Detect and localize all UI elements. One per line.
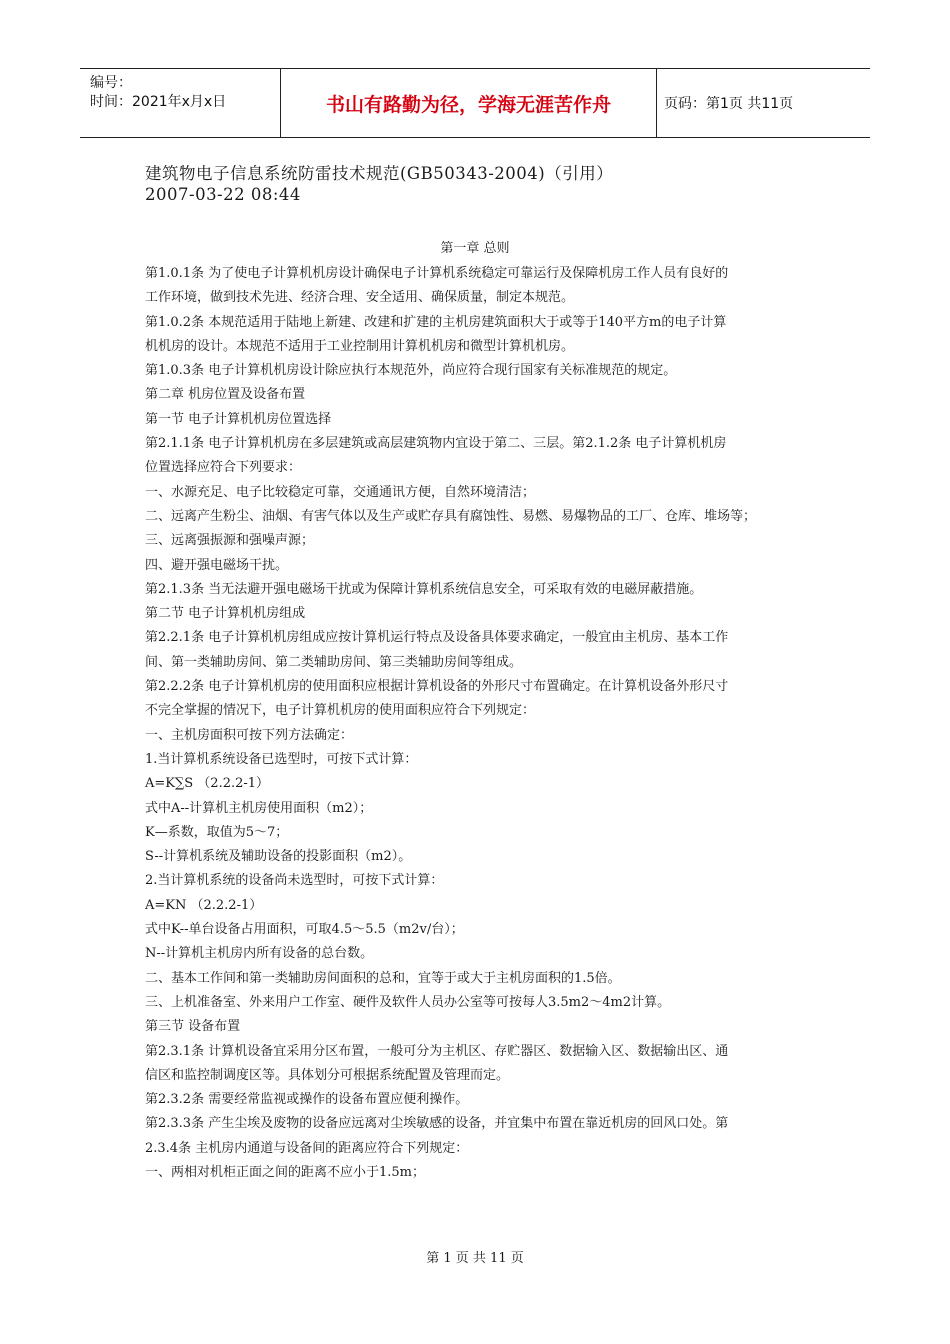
text-line: 工作环境，做到技术先进、经济合理、安全适用、确保质量，制定本规范。 <box>145 290 575 306</box>
text-line: 第2.2.1条 电子计算机机房组成应按计算机运行特点及设备具体要求确定，一般宜由主机房、基本工作 <box>145 630 729 646</box>
text-line: 第二节 电子计算机机房组成 <box>145 606 306 622</box>
text-line: 二、远离产生粉尘、油烟、有害气体以及生产或贮存具有腐蚀性、易燃、易爆物品的工厂、仓库、堆场等； <box>145 508 757 524</box>
text-line: A=KN （2.2.2-1） <box>145 897 263 913</box>
text-line: 2.3.4条 主机房内通道与设备间的距离应符合下列规定： <box>145 1140 469 1156</box>
text-line: 第二章 机房位置及设备布置 <box>145 387 306 403</box>
number-label: 编号： <box>90 75 132 91</box>
text-line: 式中A--计算机主机房使用面积（m2）； <box>145 800 373 816</box>
text-line: 位置选择应符合下列要求： <box>145 460 302 476</box>
header-meta <box>80 69 280 137</box>
document-title: 建筑物电子信息系统防雷技术规范(GB50343-2004)（引用） <box>145 164 614 183</box>
header-motto: 书山有路勤为径，学海无涯苦作舟 <box>325 93 611 116</box>
text-line: N--计算机主机房内所有设备的总台数。 <box>145 946 374 962</box>
document-body <box>145 262 825 1185</box>
text-line: 第1.0.2条 本规范适用于陆地上新建、改建和扩建的主机房建筑面积大于或等于140平方m的电子计算 <box>145 314 727 330</box>
text-line: 三、远离强振源和强噪声源； <box>145 533 315 549</box>
text-line: K—系数，取值为5～7； <box>145 824 289 840</box>
text-line: A=K∑S （2.2.2-1） <box>145 776 270 792</box>
text-line: 第2.3.3条 产生尘埃及废物的设备应远离对尘埃敏感的设备，并宜集中布置在靠近机房的回风口处。第 <box>145 1116 729 1132</box>
text-line: 2.当计算机系统的设备尚未选型时，可按下式计算： <box>145 873 444 889</box>
text-line: 第1.0.1条 为了使电子计算机机房设计确保电子计算机系统稳定可靠运行及保障机房工作人员有良好的 <box>145 266 729 281</box>
header-page-code: 页码：第1页 共11页 <box>664 96 794 112</box>
text-line: 一、主机房面积可按下列方法确定： <box>145 727 354 743</box>
text-line: 1.当计算机系统设备已选型时，可按下式计算： <box>145 751 418 767</box>
header-divider-right <box>656 69 657 137</box>
document-date: 2007-03-22 08:44 <box>145 185 301 204</box>
page-footer: 第 1 页 共 11 页 <box>426 1251 524 1266</box>
text-line: 式中K--单台设备占用面积，可取4.5～5.5（m2v/台）； <box>145 922 464 938</box>
text-line: 第一节 电子计算机机房位置选择 <box>145 411 332 427</box>
text-line: 第1.0.3条 电子计算机机房设计除应执行本规范外，尚应符合现行国家有关标准规范的规定。 <box>145 363 677 379</box>
text-line: 间、第一类辅助房间、第二类辅助房间、第三类辅助房间等组成。 <box>145 654 523 670</box>
text-line: S--计算机系统及辅助设备的投影面积（m2）。 <box>145 849 412 865</box>
text-line: 一、两相对机柜正面之间的距离不应小于1.5m； <box>145 1164 426 1180</box>
text-line: 四、避开强电磁场干扰。 <box>145 557 289 573</box>
text-line: 信区和监控制调度区等。具体划分可根据系统配置及管理而定。 <box>145 1067 510 1083</box>
text-line: 第2.3.1条 计算机设备宜采用分区布置，一般可分为主机区、存贮器区、数据输入区、数据输出区、通 <box>145 1043 729 1059</box>
chapter-title: 第一章 总则 <box>440 241 510 256</box>
text-line: 第2.2.2条 电子计算机机房的使用面积应根据计算机设备的外形尺寸布置确定。在计算机设备外形尺寸 <box>145 679 729 695</box>
text-line: 机机房的设计。本规范不适用于工业控制用计算机机房和微型计算机机房。 <box>145 338 575 354</box>
time-label: 时间：2021年x月x日 <box>90 94 227 110</box>
text-line: 第三节 设备布置 <box>145 1019 241 1035</box>
text-line: 第2.3.2条 需要经常监视或操作的设备布置应便利操作。 <box>145 1092 469 1108</box>
page-header <box>80 68 870 138</box>
text-line: 第2.1.1条 电子计算机机房在多层建筑或高层建筑物内宜设于第二、三层。第2.1.2条 电子计算机机房 <box>145 436 727 452</box>
text-line: 一、水源充足、电子比较稳定可靠，交通通讯方便，自然环境清洁； <box>145 484 536 500</box>
text-line: 不完全掌握的情况下，电子计算机机房的使用面积应符合下列规定： <box>145 703 536 719</box>
text-line: 二、基本工作间和第一类辅助房间面积的总和，宜等于或大于主机房面积的1.5倍。 <box>145 970 621 986</box>
text-line: 三、上机准备室、外来用户工作室、硬件及软件人员办公室等可按每人3.5m2～4m2计算。 <box>145 994 671 1010</box>
text-line: 第2.1.3条 当无法避开强电磁场干扰或为保障计算机系统信息安全，可采取有效的电磁屏蔽措施。 <box>145 581 703 597</box>
